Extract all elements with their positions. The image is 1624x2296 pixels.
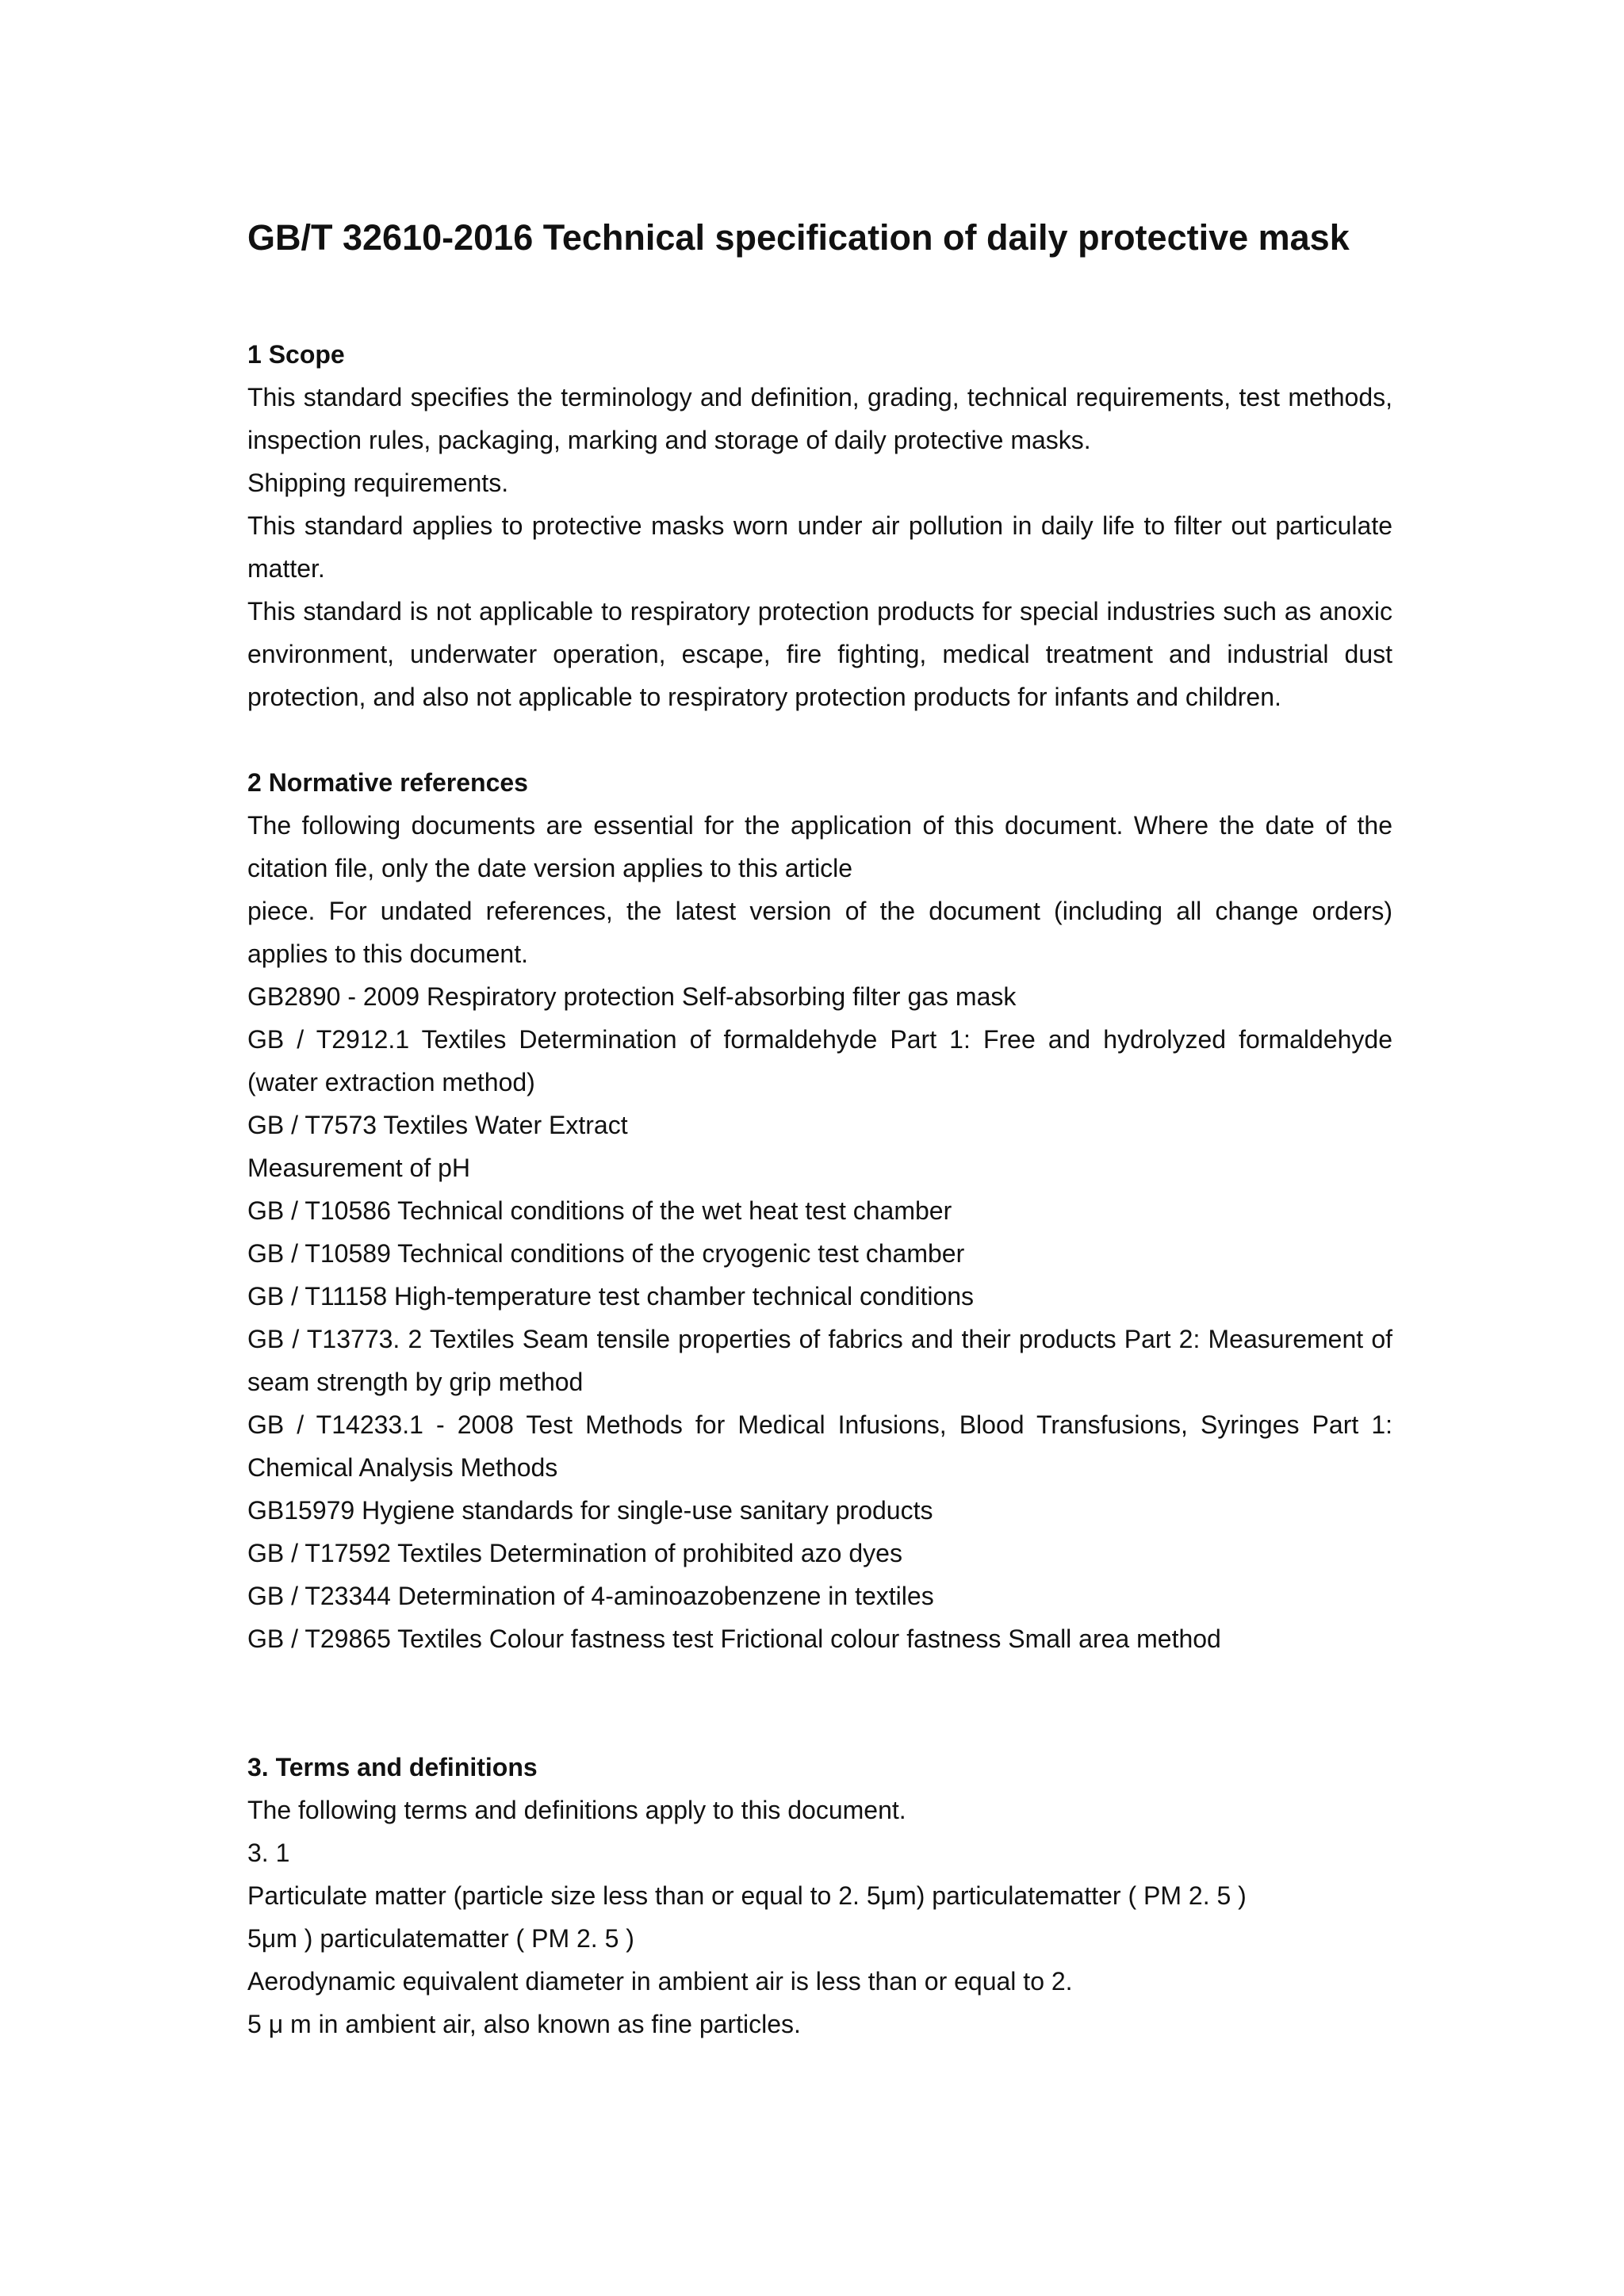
reference-item: GB / T10586 Technical conditions of the wet heat test chamber — [247, 1196, 952, 1225]
document-page — [247, 212, 1392, 2045]
reference-item: GB15979 Hygiene standards for single-use sanitary products — [247, 1496, 933, 1525]
spacer — [247, 718, 1392, 761]
paragraph: This standard specifies the terminology and definition, grading, technical requirements, test methods, inspection rules, packaging, marking and storage of daily protective masks. — [247, 383, 1392, 454]
reference-item: GB / T17592 Textiles Determination of prohibited azo dyes — [247, 1539, 902, 1567]
document-title: GB/T 32610-2016 Technical specification of daily protective mask — [247, 217, 1350, 258]
section-heading-terms-definitions: 3. Terms and definitions — [247, 1753, 538, 1781]
section-scope — [247, 333, 1392, 718]
paragraph: This standard is not applicable to respiratory protection products for special industries such as anoxic environment, underwater operation, escape, fire fighting, medical treatment and industrial dust protection, and also not applicable to respiratory protection products for infants and children. — [247, 597, 1392, 711]
paragraph: piece. For undated references, the latest version of the document (including all change orders) applies to this document. — [247, 897, 1392, 968]
reference-item: GB / T7573 Textiles Water Extract — [247, 1111, 628, 1139]
term-line: 5μm ) particulatematter ( PM 2. 5 ) — [247, 1924, 634, 1953]
reference-item: GB / T23344 Determination of 4-aminoazobenzene in textiles — [247, 1582, 934, 1610]
paragraph: The following documents are essential for the application of this document. Where the date of the citation file, only the date version applies to this article — [247, 811, 1392, 882]
term-line: Particulate matter (particle size less than or equal to 2. 5μm) particulatematter ( PM 2. 5 ) — [247, 1881, 1247, 1910]
reference-item: GB / T2912.1 Textiles Determination of formaldehyde Part 1: Free and hydrolyzed formaldehyde (water extraction method) — [247, 1025, 1392, 1096]
term-number: 3. 1 — [247, 1839, 290, 1867]
reference-item: GB / T11158 High-temperature test chamber technical conditions — [247, 1282, 975, 1311]
term-line: Aerodynamic equivalent diameter in ambient air is less than or equal to 2. — [247, 1967, 1073, 1996]
reference-item: GB / T29865 Textiles Colour fastness test Frictional colour fastness Small area method — [247, 1624, 1221, 1653]
paragraph: The following terms and definitions apply to this document. — [247, 1796, 906, 1824]
paragraph: This standard applies to protective masks worn under air pollution in daily life to filter out particulate matter. — [247, 511, 1392, 583]
reference-item: GB2890 - 2009 Respiratory protection Self-absorbing filter gas mask — [247, 982, 1017, 1011]
paragraph: Shipping requirements. — [247, 469, 509, 497]
spacer — [247, 1660, 1392, 1746]
section-terms-definitions — [247, 1746, 1392, 2045]
reference-item: Measurement of pH — [247, 1154, 471, 1182]
term-line: 5 μ m in ambient air, also known as fine particles. — [247, 2010, 801, 2038]
section-heading-scope: 1 Scope — [247, 340, 345, 369]
reference-item: GB / T10589 Technical conditions of the cryogenic test chamber — [247, 1239, 965, 1268]
section-normative-references — [247, 761, 1392, 1660]
reference-item: GB / T13773. 2 Textiles Seam tensile properties of fabrics and their products Part 2: Measurement of seam strength by grip method — [247, 1325, 1392, 1396]
section-heading-normative-references: 2 Normative references — [247, 768, 528, 797]
reference-item: GB / T14233.1 - 2008 Test Methods for Medical Infusions, Blood Transfusions, Syringes Part 1: Chemical Analysis Methods — [247, 1410, 1392, 1482]
